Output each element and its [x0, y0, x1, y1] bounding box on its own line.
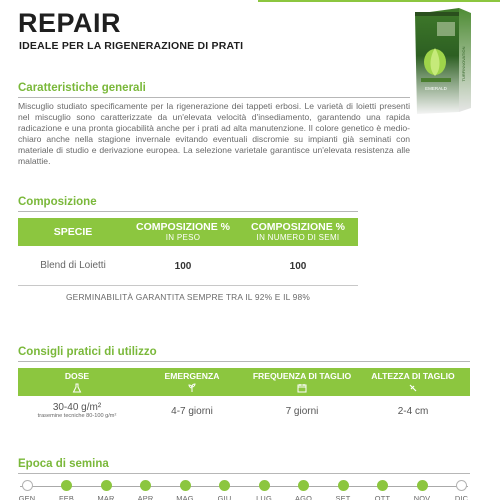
- general-description: Miscuglio studiato specificamente per la rigenerazione dei tappeti erbosi. Le varietà di loietti presenti nel miscuglio sono caratterizzate da un'elevata velocità d'insediamento, garantendo una rapida radicazione e una pronta giocabilità anche per i prati ad alta manutenzione. Il colore genetico è medio-chiaro anche nella stagione invernale evitando eventuali discromie su impianti già seminati con materiale di studio e derivazione europea. La selezione varietale garantisce un'elevata resistenza alle malattie.: [18, 101, 410, 166]
- month-dot: [298, 480, 309, 491]
- svg-text:EMERALD: EMERALD: [425, 86, 447, 91]
- composition-table-header: [18, 218, 358, 246]
- cell-species: Blend di Loietti: [40, 260, 106, 271]
- month-giu: [210, 480, 240, 500]
- svg-text:TURFINNOVATION: TURFINNOVATION: [461, 46, 466, 82]
- composition-section-title: Composizione: [18, 196, 97, 208]
- header-seeds: [238, 218, 358, 246]
- scissors-icon: [408, 383, 418, 393]
- header-weight-main: COMPOSIZIONE %: [136, 220, 230, 233]
- product-bag-image: [409, 4, 475, 116]
- general-section-rule: [18, 97, 410, 98]
- sowing-timeline-line: [20, 486, 468, 487]
- header-weight-sub: IN PESO: [165, 232, 201, 242]
- month-dot: [219, 480, 230, 491]
- month-dot: [180, 480, 191, 491]
- flask-icon: [72, 383, 82, 393]
- composition-row-rule: [18, 285, 358, 286]
- table-row: [18, 398, 470, 424]
- sprout-icon: [187, 383, 197, 393]
- month-dot: [61, 480, 72, 491]
- month-mag: [170, 480, 200, 500]
- month-feb: [52, 480, 82, 500]
- month-set: [328, 480, 358, 500]
- header-species: SPECIE: [53, 226, 93, 238]
- month-label: GEN: [18, 494, 36, 500]
- top-accent-rule: [258, 0, 500, 2]
- header-dose: [18, 368, 136, 396]
- month-label: NOV: [413, 494, 431, 500]
- advice-section-rule: [18, 361, 470, 362]
- general-section-title: Caratteristiche generali: [18, 82, 146, 94]
- cell-frequency: 7 giorni: [285, 405, 319, 417]
- month-label: GIU: [217, 494, 232, 500]
- month-label: OTT: [374, 494, 391, 500]
- month-dot: [338, 480, 349, 491]
- table-row: [18, 249, 358, 283]
- germination-note: GERMINABILITÀ GARANTITA SEMPRE TRA IL 92% E IL 98%: [65, 292, 311, 302]
- header-emergence-label: EMERGENZA: [164, 371, 220, 381]
- composition-section-rule: [18, 211, 358, 212]
- cell-seeds: 100: [289, 260, 307, 272]
- month-label: SET: [335, 494, 351, 500]
- month-apr: [131, 480, 161, 500]
- header-height: [356, 368, 470, 396]
- month-dot: [22, 480, 33, 491]
- page-subtitle: IDEALE PER LA RIGENERAZIONE DI PRATI: [19, 40, 244, 52]
- cell-dose: [18, 402, 136, 420]
- cell-dose-value: 30-40 g/m²: [52, 402, 102, 413]
- cell-height: 2-4 cm: [397, 405, 429, 417]
- header-emergence: [136, 368, 248, 396]
- month-ott: [368, 480, 398, 500]
- month-label: MAG: [176, 494, 194, 500]
- bag-brand-label: [425, 86, 448, 91]
- month-dot: [259, 480, 270, 491]
- month-label: MAR: [97, 494, 115, 500]
- month-ago: [289, 480, 319, 500]
- month-label: LUG: [256, 494, 272, 500]
- month-dot: [140, 480, 151, 491]
- cell-weight: 100: [174, 260, 192, 272]
- cell-dose-note: trasemine tecniche 80-100 g/m²: [37, 413, 117, 419]
- month-mar: [91, 480, 121, 500]
- month-label: DIC: [454, 494, 469, 500]
- month-gen: [12, 480, 42, 500]
- header-weight: [128, 218, 238, 246]
- cell-emergence: 4-7 giorni: [171, 405, 213, 417]
- advice-table-header: [18, 368, 470, 396]
- month-lug: [249, 480, 279, 500]
- month-label: APR: [137, 494, 154, 500]
- calendar-icon: [297, 383, 307, 393]
- bag-vertical-label: [461, 46, 466, 81]
- month-nov: [407, 480, 437, 500]
- month-label: AGO: [294, 494, 313, 500]
- month-label: FEB: [59, 494, 74, 500]
- header-seeds-main: COMPOSIZIONE %: [251, 220, 345, 233]
- header-height-label: ALTEZZA DI TAGLIO: [371, 371, 455, 381]
- header-frequency-label: FREQUENZA DI TAGLIO: [252, 371, 352, 381]
- header-seeds-sub: IN NUMERO DI SEMI: [256, 232, 340, 242]
- sowing-section-rule: [18, 473, 470, 474]
- advice-section-title: Consigli pratici di utilizzo: [18, 346, 157, 358]
- month-dot: [456, 480, 467, 491]
- page-title: REPAIR: [18, 8, 122, 38]
- month-dot: [417, 480, 428, 491]
- header-dose-label: DOSE: [64, 371, 90, 381]
- month-dot: [101, 480, 112, 491]
- sowing-section-title: Epoca di semina: [18, 458, 109, 470]
- month-dic: [447, 480, 477, 500]
- month-dot: [377, 480, 388, 491]
- header-frequency: [248, 368, 356, 396]
